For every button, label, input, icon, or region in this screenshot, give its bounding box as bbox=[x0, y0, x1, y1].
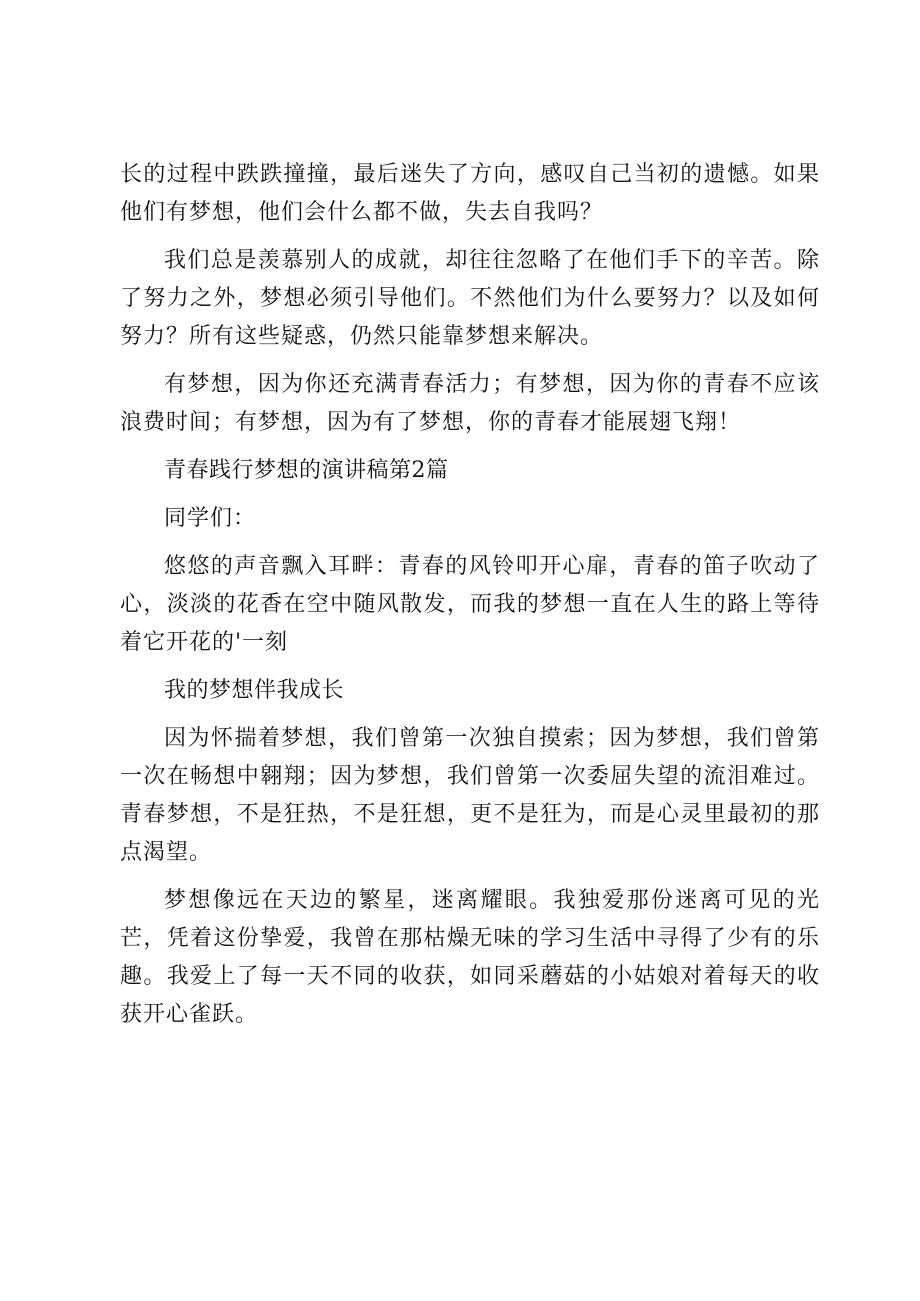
paragraph-continuation: 长的过程中跌跌撞撞，最后迷失了方向，感叹自己当初的遗憾。如果他们有梦想，他们会什么都不做，失去自我吗？ bbox=[120, 162, 820, 225]
salutation: 同学们： bbox=[164, 506, 257, 531]
paragraph: 有梦想，因为你还充满青春活力；有梦想，因为你的青春不应该浪费时间；有梦想，因为有了梦想，你的青春才能展翅飞翔！ bbox=[120, 372, 820, 435]
document-page bbox=[120, 156, 820, 1034]
paragraph: 我们总是羡慕别人的成就，却往往忽略了在他们手下的辛苦。除了努力之外，梦想必须引导他们。不然他们为什么要努力？以及如何努力？所有这些疑惑，仍然只能靠梦想来解决。 bbox=[120, 248, 820, 349]
subheading: 我的梦想伴我成长 bbox=[164, 678, 345, 703]
paragraph: 因为怀揣着梦想，我们曾第一次独自摸索；因为梦想，我们曾第一次在畅想中翱翔；因为梦想，我们曾第一次委屈失望的流泪难过。青春梦想，不是狂热，不是狂想，更不是狂为，而是心灵里最初的那点渴望。 bbox=[120, 726, 820, 865]
paragraph: 梦想像远在天边的繁星，迷离耀眼。我独爱那份迷离可见的光芒，凭着这份挚爱，我曾在那枯燥无味的学习生活中寻得了少有的乐趣。我爱上了每一天不同的收获，如同采蘑菇的小姑娘对着每天的收获开心雀跃。 bbox=[120, 888, 820, 1027]
section-heading: 青春践行梦想的演讲稿第2篇 bbox=[164, 458, 449, 483]
paragraph: 悠悠的声音飘入耳畔：青春的风铃叩开心扉，青春的笛子吹动了心，淡淡的花香在空中随风散发，而我的梦想一直在人生的路上等待着它开花的'一刻 bbox=[120, 554, 820, 655]
